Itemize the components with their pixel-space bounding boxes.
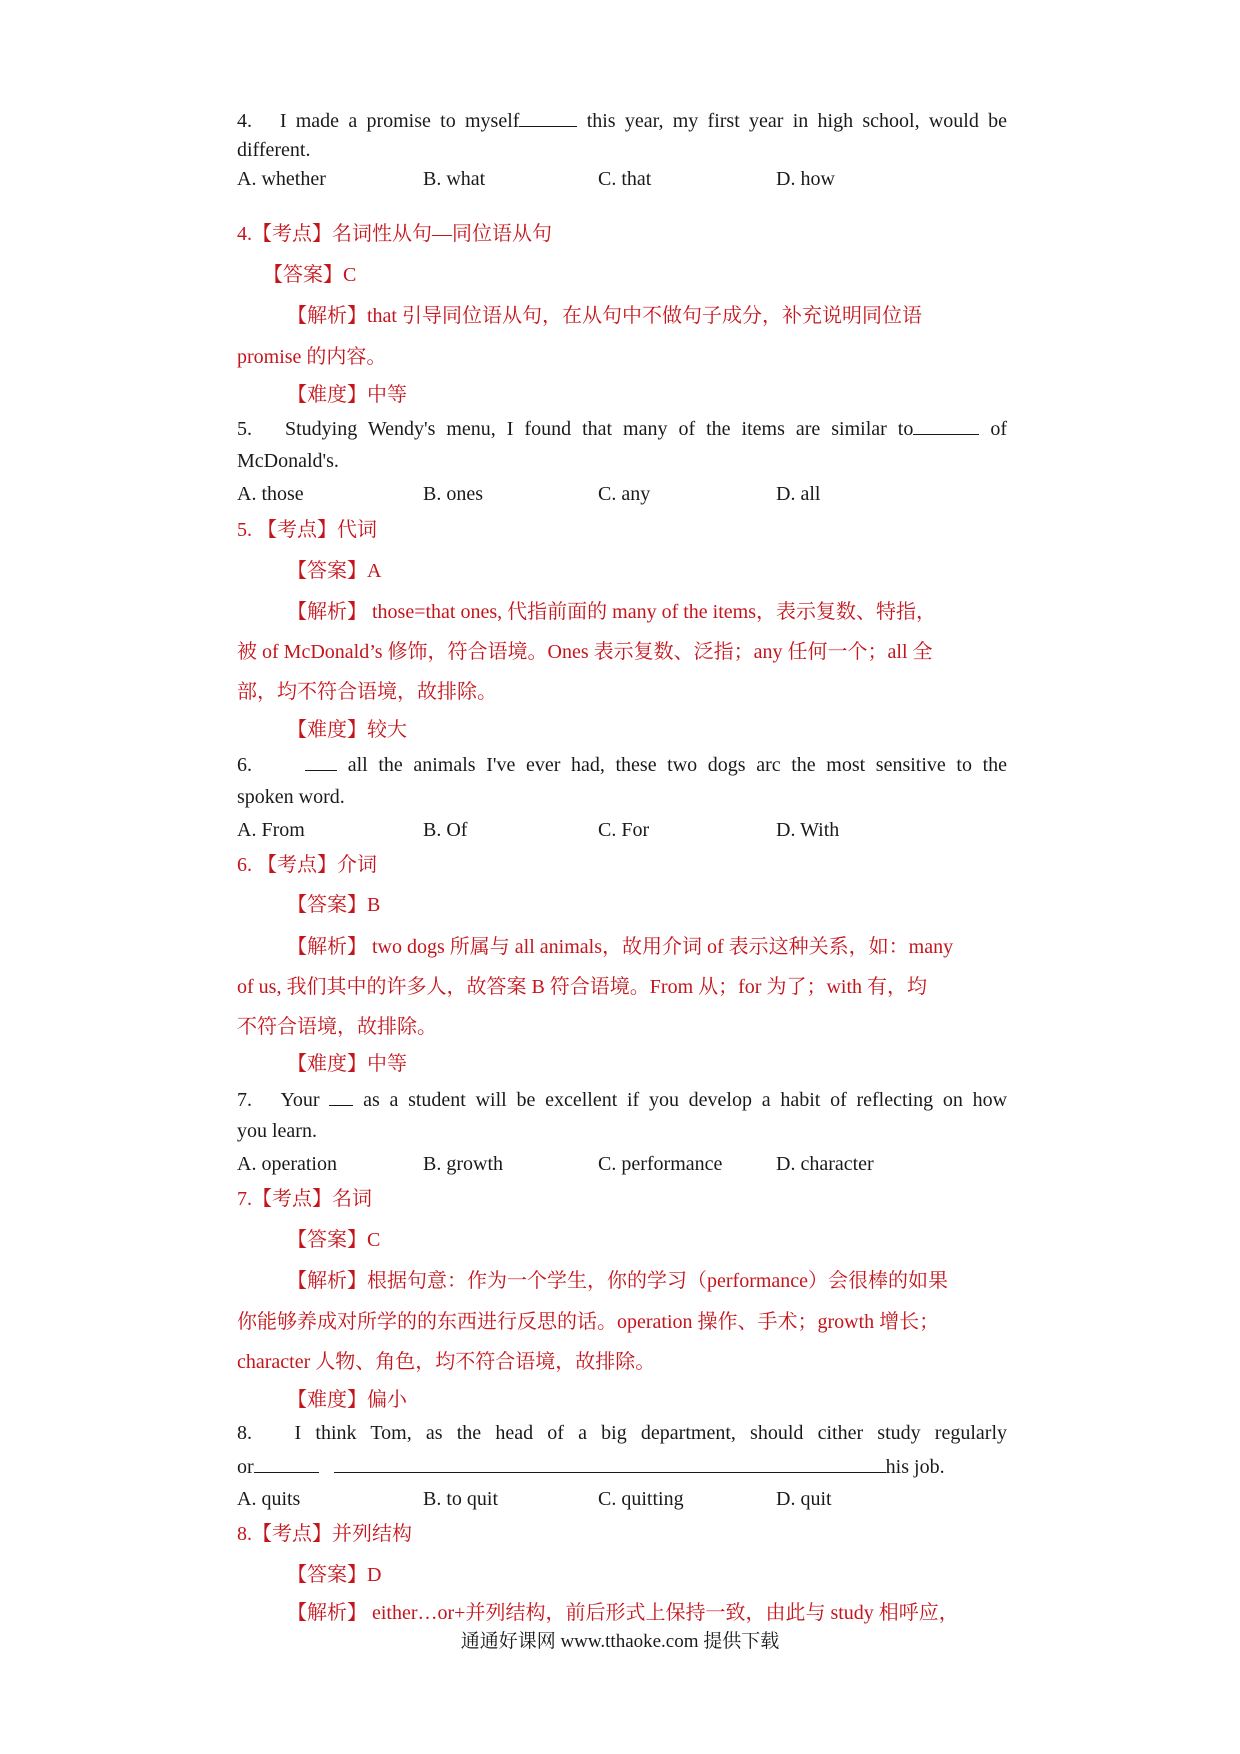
question-8-answer: 【答案】D [287, 1564, 382, 1586]
answer-blank [519, 108, 577, 127]
option-d: D. quit [776, 1488, 832, 1510]
question-5-analysis-line3: 部，均不符合语境，故排除。 [237, 681, 497, 703]
question-6-analysis-line1: 【解析】 two dogs 所属与 all animals，故用介词 of 表示这种关系，如：many [287, 936, 954, 958]
option-d: D. all [776, 483, 821, 505]
question-5-analysis-line2: 被 of McDonald’s 修饰，符合语境。Ones 表示复数、泛指；any 任何一个；all 全 [237, 641, 933, 663]
stem-text: his job. [885, 1456, 945, 1478]
question-6-stem-line1 [237, 752, 1007, 777]
option-c: C. For [598, 819, 650, 841]
question-4-analysis-line2: promise 的内容。 [237, 346, 387, 368]
question-7-analysis-line2: 你能够养成对所学的的东西进行反思的话。operation 操作、手术；growth 增长； [237, 1311, 940, 1333]
option-c: C. performance [598, 1153, 723, 1175]
option-d: D. With [776, 819, 840, 841]
option-a: A. whether [237, 168, 326, 190]
question-6-analysis-line3: 不符合语境，故排除。 [237, 1016, 437, 1038]
question-7-stem-line1 [237, 1087, 1007, 1112]
option-b: B. ones [423, 483, 483, 505]
option-c: C. quitting [598, 1488, 684, 1510]
question-8-kaodian: 8.【考点】并列结构 [237, 1523, 412, 1545]
question-number: 8. [237, 1422, 252, 1444]
page-footer: 通通好课网 www.tthaoke.com 提供下载 [460, 1631, 780, 1652]
question-6-answer: 【答案】B [287, 894, 381, 916]
option-b: B. to quit [423, 1488, 499, 1510]
answer-blank [254, 1454, 319, 1473]
stem-text: I think Tom, as the head of a big department, should cither study regularly [294, 1422, 1007, 1444]
option-d: D. character [776, 1153, 874, 1175]
stem-text: Your [280, 1089, 320, 1111]
question-number: 6. [237, 754, 252, 776]
question-4-kaodian: 4.【考点】名词性从句—同位语从句 [237, 223, 552, 245]
option-a: A. quits [237, 1488, 301, 1510]
question-4-analysis-line1: 【解析】that 引导同位语从句，在从句中不做句子成分，补充说明同位语 [287, 305, 922, 327]
option-a: A. those [237, 483, 304, 505]
stem-text: I made a promise to myself [279, 110, 520, 132]
stem-text: this year, my first year in high school, would be [577, 110, 1007, 132]
question-5-stem-line1 [237, 416, 1007, 441]
question-7-difficulty: 【难度】偏小 [287, 1389, 407, 1411]
question-number: 4. [237, 110, 252, 132]
option-b: B. what [423, 168, 486, 190]
question-4-answer: 【答案】C [263, 264, 357, 286]
question-5-kaodian: 5. 【考点】代词 [237, 519, 377, 541]
stem-text: of [979, 418, 1007, 440]
stem-text: Studying Wendy's menu, I found that many of the items are similar to [284, 418, 914, 440]
option-c: C. any [598, 483, 651, 505]
question-7-stem-line2: you learn. [237, 1120, 317, 1142]
question-5-answer: 【答案】A [287, 560, 382, 582]
question-6-stem-line2: spoken word. [237, 786, 345, 808]
question-5-stem-line2: McDonald's. [237, 450, 339, 472]
answer-blank [305, 752, 337, 771]
option-a: A. operation [237, 1153, 337, 1175]
question-8-stem-line2 [237, 1454, 945, 1479]
option-b: B. Of [423, 819, 468, 841]
stem-text: or [237, 1456, 254, 1478]
answer-blank [913, 416, 979, 435]
question-5-analysis-line1: 【解析】 those=that ones, 代指前面的 many of the items，表示复数、特指， [287, 601, 937, 623]
answer-blank [329, 1087, 353, 1106]
question-number: 7. [237, 1089, 252, 1111]
question-6-kaodian: 6. 【考点】介词 [237, 854, 377, 876]
option-c: C. that [598, 168, 652, 190]
question-7-analysis-line1: 【解析】根据句意：作为一个学生，你的学习（performance）会很棒的如果 [287, 1270, 949, 1292]
answer-blank-long [334, 1454, 886, 1473]
question-4-stem-line2: different. [237, 139, 311, 161]
stem-text: as a student will be excellent if you develop a habit of reflecting on how [353, 1089, 1008, 1111]
question-4-stem-line1 [237, 108, 1007, 133]
question-6-difficulty: 【难度】中等 [287, 1053, 407, 1075]
option-b: B. growth [423, 1153, 503, 1175]
question-7-answer: 【答案】C [287, 1229, 381, 1251]
question-4-difficulty: 【难度】中等 [287, 384, 407, 406]
question-5-difficulty: 【难度】较大 [287, 719, 407, 741]
question-7-kaodian: 7.【考点】名词 [237, 1188, 372, 1210]
question-7-analysis-line3: character 人物、角色，均不符合语境，故排除。 [237, 1351, 656, 1373]
option-a: A. From [237, 819, 305, 841]
question-6-analysis-line2: of us, 我们其中的许多人，故答案 B 符合语境。From 从；for 为了；with 有，均 [237, 976, 927, 998]
option-d: D. how [776, 168, 835, 190]
stem-text: all the animals I've ever had, these two dogs arc the most sensitive to the [337, 754, 1008, 776]
question-8-analysis-line1: 【解析】 either…or+并列结构，前后形式上保持一致，由此与 study 相呼应， [287, 1602, 959, 1624]
question-8-stem-line1 [237, 1421, 1007, 1445]
question-number: 5. [237, 418, 252, 440]
